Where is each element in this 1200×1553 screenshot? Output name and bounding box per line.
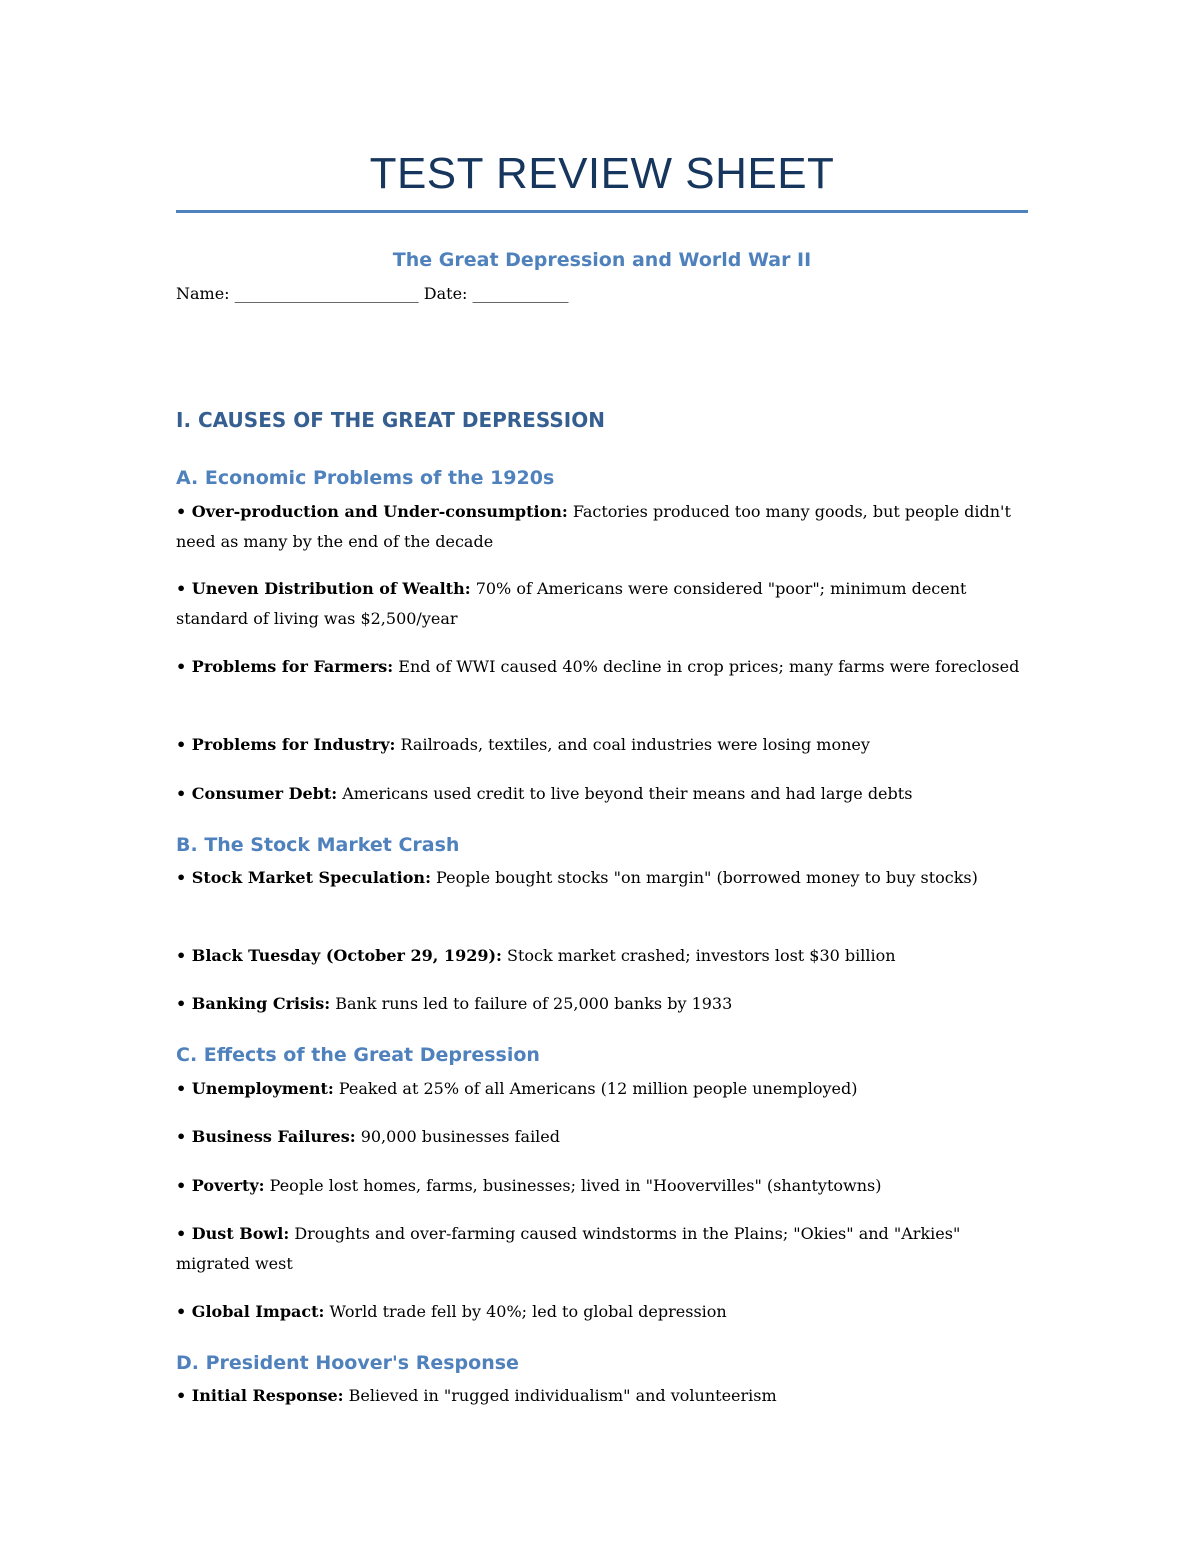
bullet-text: Railroads, textiles, and coal industries were losing money	[395, 735, 870, 754]
bullet-item	[176, 1219, 1028, 1279]
bullet-term: • Stock Market Speculation:	[176, 868, 431, 887]
bullet-text: World trade fell by 40%; led to global depression	[324, 1302, 727, 1321]
bullet-text: End of WWI caused 40% decline in crop prices; many farms were foreclosed	[393, 657, 1020, 676]
subsection-heading: D. President Hoover's Response	[176, 1352, 519, 1374]
bullet-term: • Problems for Farmers:	[176, 657, 394, 676]
bullet-text: Stock market crashed; investors lost $30 billion	[501, 946, 896, 965]
bullet-item	[176, 730, 1028, 760]
bullet-text: 90,000 businesses failed	[355, 1127, 561, 1146]
bullet-text: People lost homes, farms, businesses; lived in "Hoovervilles" (shantytowns)	[264, 1176, 882, 1195]
bullet-item	[176, 779, 1028, 809]
bullet-term: • Unemployment:	[176, 1079, 334, 1098]
bullet-term: • Dust Bowl:	[176, 1224, 290, 1243]
bullet-item	[176, 1074, 1028, 1104]
bullet-item	[176, 1381, 1028, 1411]
bullet-text: Americans used credit to live beyond their means and had large debts	[337, 784, 913, 803]
name-label: Name:	[176, 284, 230, 303]
bullet-text: People bought stocks "on margin" (borrowed money to buy stocks)	[430, 868, 978, 887]
date-label: Date:	[423, 284, 468, 303]
name-date-line	[176, 282, 569, 306]
bullet-text: Factories produced too many goods, but people didn't need as many by the end of the decade	[176, 502, 1011, 551]
bullet-term: • Problems for Industry:	[176, 735, 396, 754]
document-subtitle: The Great Depression and World War II	[392, 249, 812, 271]
bullet-term: • Global Impact:	[176, 1302, 325, 1321]
subsection-heading: B. The Stock Market Crash	[176, 834, 460, 856]
bullet-text: Droughts and over-farming caused windstorms in the Plains; "Okies" and "Arkies" migrated west	[176, 1224, 961, 1273]
name-blank: _______________________	[234, 284, 419, 303]
bullet-text: Believed in "rugged individualism" and volunteerism	[343, 1386, 777, 1405]
bullet-item	[176, 863, 1028, 893]
title-rule	[176, 210, 1028, 213]
bullet-term: • Business Failures:	[176, 1127, 356, 1146]
bullet-term: • Banking Crisis:	[176, 994, 331, 1013]
subsection-heading: A. Economic Problems of the 1920s	[176, 467, 555, 489]
bullet-term: • Uneven Distribution of Wealth:	[176, 579, 471, 598]
bullet-text: Bank runs led to failure of 25,000 banks by 1933	[330, 994, 733, 1013]
bullet-item	[176, 497, 1028, 557]
bullet-term: • Initial Response:	[176, 1386, 344, 1405]
bullet-item	[176, 1122, 1028, 1152]
document-title: TEST REVIEW SHEET	[369, 149, 835, 198]
subsection-heading: C. Effects of the Great Depression	[176, 1044, 540, 1066]
bullet-item	[176, 989, 1028, 1019]
bullet-text: 70% of Americans were considered "poor"; minimum decent standard of living was $2,500/year	[176, 579, 967, 628]
date-blank: ____________	[472, 284, 569, 303]
bullet-text: Peaked at 25% of all Americans (12 million people unemployed)	[333, 1079, 858, 1098]
bullet-item	[176, 1297, 1028, 1327]
bullet-item	[176, 574, 1028, 634]
bullet-term: • Poverty:	[176, 1176, 265, 1195]
bullet-item	[176, 941, 1028, 971]
bullet-term: • Black Tuesday (October 29, 1929):	[176, 946, 502, 965]
bullet-item	[176, 652, 1028, 682]
bullet-item	[176, 1171, 1028, 1201]
bullet-term: • Consumer Debt:	[176, 784, 338, 803]
bullet-term: • Over-production and Under-consumption:	[176, 502, 568, 521]
section-heading: I. CAUSES OF THE GREAT DEPRESSION	[176, 408, 605, 432]
